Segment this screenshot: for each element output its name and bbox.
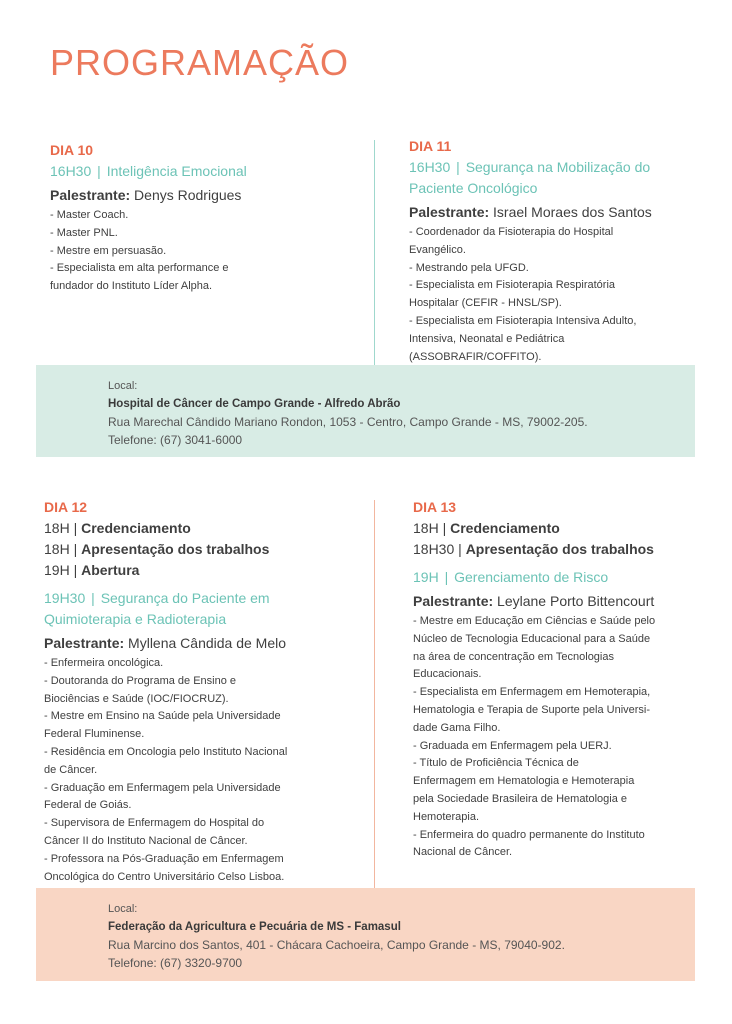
bio-line: - Especialista em Fisioterapia Respiratória xyxy=(409,279,616,292)
speaker-bio xyxy=(50,207,350,296)
bio-line: dade Gama Filho. xyxy=(413,721,501,734)
bio-line: - Especialista em Fisioterapia Intensiva Adulto, xyxy=(409,314,637,327)
schedule-time: 19H xyxy=(44,562,70,578)
speaker-bio xyxy=(413,613,713,862)
location-address: Rua Marcino dos Santos, 401 - Chácara Cachoeira, Campo Grande - MS, 79040-902. xyxy=(108,938,565,952)
bio-line: Hemoterapia. xyxy=(413,810,480,823)
schedule-time: 18H xyxy=(44,541,70,557)
bio-line: - Mestre em Ensino na Saúde pela Universidade xyxy=(44,710,281,723)
bio-line: pela Sociedade Brasileira de Hematologia e xyxy=(413,792,628,805)
speaker-name: Denys Rodrigues xyxy=(130,187,242,203)
talk-heading xyxy=(50,161,350,182)
bio-line: - Coordenador da Fisioterapia do Hospital xyxy=(409,226,614,238)
location-phone: Telefone: (67) 3041-6000 xyxy=(108,433,243,447)
location-label: Local: xyxy=(108,380,138,392)
bio-line: - Graduada em Enfermagem pela UERJ. xyxy=(413,739,612,752)
day-12-section xyxy=(44,499,344,886)
bio-line: - Residência em Oncologia pelo Instituto Nacional xyxy=(44,745,288,758)
speaker xyxy=(44,634,344,653)
bio-line: Nacional de Câncer. xyxy=(413,846,513,859)
bio-line: - Doutoranda do Programa de Ensino e xyxy=(44,674,237,687)
schedule-event: Apresentação dos trabalhos xyxy=(465,541,654,557)
bio-line: Enfermagem em Hematologia e Hemoterapia xyxy=(413,775,635,788)
location-name: Federação da Agricultura e Pecuária de MS - Famasul xyxy=(108,921,401,933)
bio-line: - Título de Proficiência Técnica de xyxy=(413,757,579,770)
schedule-event: Credenciamento xyxy=(81,520,191,536)
schedule-item xyxy=(413,518,713,539)
talk-title: Segurança na Mobilização do xyxy=(465,159,651,175)
bio-line: - Enfermeira oncológica. xyxy=(44,657,164,669)
bio-line: na área de concentração em Tecnologias xyxy=(413,650,614,663)
bio-line: Intensiva, Neonatal e Pediátrica xyxy=(409,332,565,345)
location-address: Rua Marechal Cândido Mariano Rondon, 1053 - Centro, Campo Grande - MS, 79002-205. xyxy=(108,415,588,429)
bio-line: - Mestre em Educação em Ciências e Saúde pelo xyxy=(413,615,656,627)
location-box-famasul xyxy=(36,888,695,981)
talk-time: 16H30 xyxy=(409,159,451,175)
bio-line: Hospitalar (CEFIR - HNSL/SP). xyxy=(409,297,562,310)
bio-line: - Master Coach. xyxy=(50,209,129,221)
day-13-section xyxy=(413,499,713,862)
speaker-name: Leylane Porto Bittencourt xyxy=(493,593,655,609)
talk-time: 19H xyxy=(413,569,439,585)
speaker xyxy=(50,186,350,205)
bio-line: Biociências e Saúde (IOC/FIOCRUZ). xyxy=(44,692,229,705)
schedule-time: 18H30 xyxy=(413,541,455,557)
separator: | xyxy=(444,569,449,585)
day-11-section xyxy=(409,138,709,366)
talk-title-line-2: Paciente Oncológico xyxy=(409,180,538,196)
bio-line: - Master PNL. xyxy=(50,226,118,239)
separator: | xyxy=(456,159,460,175)
schedule-time: 18H xyxy=(413,520,439,536)
day-10-section xyxy=(50,142,350,296)
column-divider-bottom xyxy=(374,500,375,888)
separator: | xyxy=(458,541,462,557)
schedule-item xyxy=(44,518,344,539)
bio-line: - Mestrando pela UFGD. xyxy=(409,261,529,274)
talk-heading xyxy=(409,157,709,178)
talk-heading xyxy=(413,567,713,588)
location-phone: Telefone: (67) 3320-9700 xyxy=(108,956,243,970)
column-divider-top xyxy=(374,140,375,365)
schedule-item xyxy=(413,539,713,560)
bio-line: Federal de Goiás. xyxy=(44,799,132,812)
bio-line: fundador do Instituto Líder Alpha. xyxy=(50,280,213,293)
bio-line: - Supervisora de Enfermagem do Hospital do xyxy=(44,817,265,830)
schedule-event: Apresentação dos trabalhos xyxy=(81,541,270,557)
schedule-event: Credenciamento xyxy=(450,520,560,536)
talk-title-line-2: Quimioterapia e Radioterapia xyxy=(44,611,227,627)
bio-line: Câncer II do Instituto Nacional de Câncer. xyxy=(44,834,248,847)
speaker-label: Palestrante: xyxy=(50,187,131,203)
bio-line: - Professora na Pós-Graduação em Enfermagem xyxy=(44,852,284,865)
talk-time: 16H30 xyxy=(50,163,92,179)
speaker-label: Palestrante: xyxy=(44,635,125,651)
talk-title: Gerenciamento de Risco xyxy=(454,569,609,585)
bio-line: de Câncer. xyxy=(44,763,98,776)
bio-line: - Graduação em Enfermagem pela Universidade xyxy=(44,781,281,794)
bio-line: Hematologia e Terapia de Suporte pela Universi- xyxy=(413,703,651,716)
talk-time: 19H30 xyxy=(44,590,86,606)
bio-line: Evangélico. xyxy=(409,243,466,256)
speaker xyxy=(409,203,709,222)
schedule-item xyxy=(44,560,344,581)
bio-line: Federal Fluminense. xyxy=(44,728,145,741)
location-name: Hospital de Câncer de Campo Grande - Alfredo Abrão xyxy=(108,398,401,410)
location-box-hospital xyxy=(36,365,695,457)
bio-line: - Enfermeira do quadro permanente do Instituto xyxy=(413,828,645,841)
bio-line: - Mestre em persuasão. xyxy=(50,244,167,257)
talk-title: Inteligência Emocional xyxy=(106,163,247,179)
bio-line: Núcleo de Tecnologia Educacional para a Saúde xyxy=(413,632,651,645)
speaker-bio xyxy=(44,655,344,886)
speaker-label: Palestrante: xyxy=(409,204,490,220)
separator: | xyxy=(73,562,78,578)
day-label: DIA 13 xyxy=(413,499,457,515)
schedule-time: 18H xyxy=(44,520,70,536)
speaker-bio xyxy=(409,224,709,366)
day-label: DIA 10 xyxy=(50,142,94,158)
bio-line: - Especialista em alta performance e xyxy=(50,262,229,275)
location-label: Local: xyxy=(108,903,138,915)
day-label: DIA 11 xyxy=(409,138,452,154)
page-title: PROGRAMAÇÃO xyxy=(50,42,350,83)
day-label: DIA 12 xyxy=(44,499,88,515)
separator: | xyxy=(73,541,78,557)
bio-line: Educacionais. xyxy=(413,668,482,681)
talk-heading xyxy=(44,588,344,609)
speaker-name: Myllena Cândida de Melo xyxy=(124,635,287,651)
separator: | xyxy=(91,590,95,606)
speaker-name: Israel Moraes dos Santos xyxy=(489,204,652,220)
separator: | xyxy=(97,163,101,179)
separator: | xyxy=(442,520,447,536)
bio-line: Oncológica do Centro Universitário Celso Lisboa. xyxy=(44,870,285,883)
speaker xyxy=(413,592,713,611)
bio-line: (ASSOBRAFIR/COFFITO). xyxy=(409,350,542,363)
schedule-item xyxy=(44,539,344,560)
speaker-label: Palestrante: xyxy=(413,593,494,609)
schedule-event: Abertura xyxy=(81,562,140,578)
bio-line: - Especialista em Enfermagem em Hemoterapia, xyxy=(413,686,651,699)
talk-title: Segurança do Paciente em xyxy=(100,590,270,606)
separator: | xyxy=(73,520,78,536)
